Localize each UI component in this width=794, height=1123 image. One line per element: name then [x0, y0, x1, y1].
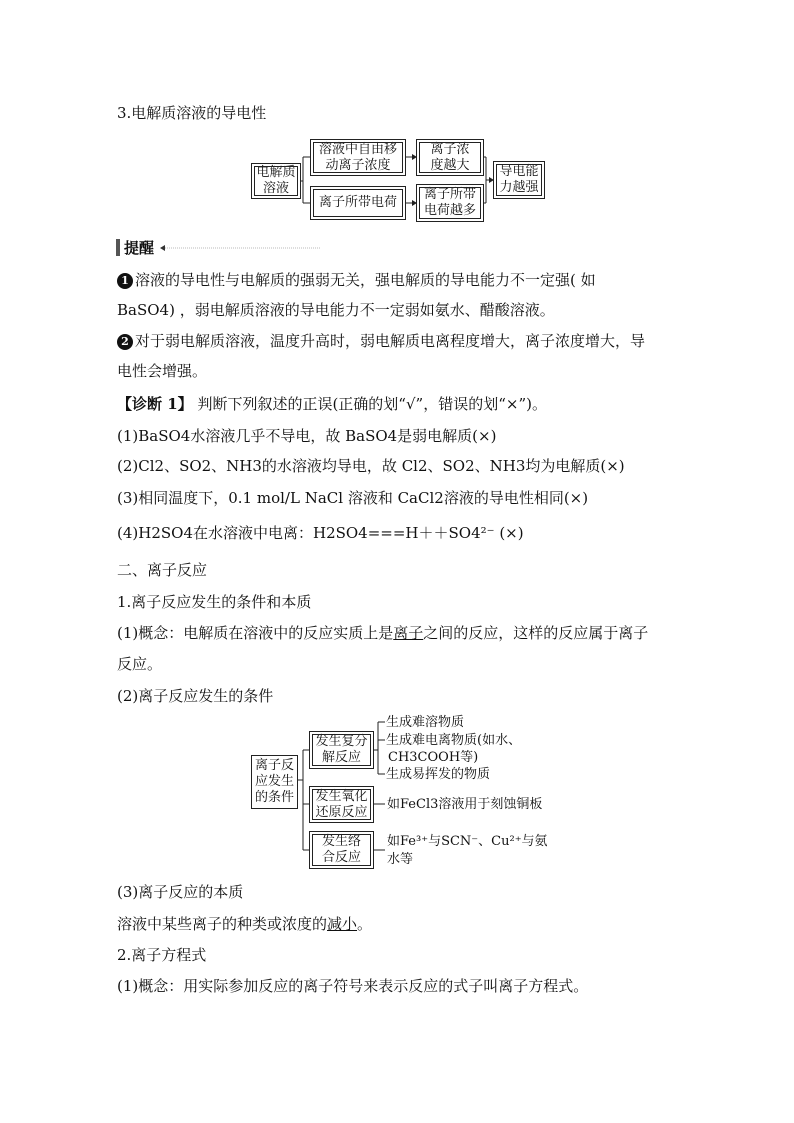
diagnosis-q3: (3)相同温度下，0.1 mol/L NaCl 溶液和 CaCl2溶液的导电性相同(×)	[117, 489, 589, 507]
diagnosis-q1: (1)BaSO4水溶液几乎不导电，故 BaSO4是弱电解质(×)	[117, 427, 497, 445]
leaf-complex-example: 如Fe³⁺与SCN⁻、Cu²⁺与氨	[387, 834, 548, 849]
leaf-volatile: 生成易挥发的物质	[386, 767, 491, 782]
diagnosis-prompt: 【诊断 1】 判断下列叙述的正误(正确的划“√”，错误的划“×”)。	[117, 395, 547, 413]
tip-title: 提醒	[124, 239, 155, 257]
more-charge-box: 离子所带 电荷越多	[416, 184, 484, 222]
tip-item-2: 2 对于弱电解质溶液，温度升高时，弱电解质电离程度增大，离子浓度增大，导	[117, 331, 645, 351]
section-heading: 3.电解质溶液的导电性	[117, 104, 267, 122]
complexation-box: 发生络 合反应	[309, 831, 374, 869]
ion-charge-box: 离子所带电荷	[310, 186, 406, 220]
leaf-redox-example: 如FeCl3溶液用于刻蚀铜板	[387, 797, 543, 812]
diagnosis-label: 【诊断 1】	[117, 395, 193, 413]
tip-item-1: 1 溶液的导电性与电解质的强弱无关，强电解质的导电能力不一定强( 如	[117, 270, 596, 290]
circled-number-2: 2	[117, 334, 133, 350]
ion-concentration-box: 溶液中自由移 动离子浓度	[310, 139, 406, 176]
redox-box: 发生氧化 还原反应	[309, 786, 374, 823]
leaf-weak-electrolyte-cont: CH3COOH等)	[388, 750, 479, 765]
tip-item-1-cont: BaSO4) ，弱电解质溶液的导电能力不一定弱如氨水、醋酸溶液。	[117, 301, 555, 319]
nature-heading: (3)离子反应的本质	[117, 883, 244, 901]
electrolyte-solution-box: 电解质 溶液	[251, 163, 301, 199]
blank-answer-decrease: 减小	[327, 915, 358, 933]
diagnosis-q4: (4)H2SO4在水溶液中电离：H2SO4===H＋＋SO4²⁻ (×)	[117, 524, 524, 542]
tip-item-2-cont: 电性会增强。	[117, 362, 208, 380]
conditions-heading: (2)离子反应发生的条件	[117, 687, 274, 705]
equation-concept: (1)概念：用实际参加反应的离子符号来表示反应的式子叫离子方程式。	[117, 977, 589, 995]
sub-heading-1: 1.离子反应发生的条件和本质	[117, 593, 312, 611]
nature-line: 溶液中某些离子的种类或浓度的减小。	[117, 915, 373, 933]
concept-line-cont: 反应。	[117, 655, 163, 673]
double-decomposition-box: 发生复分 解反应	[309, 731, 374, 769]
stronger-conductivity-box: 导电能 力越强	[493, 161, 545, 199]
leaf-complex-example-cont: 水等	[387, 852, 414, 867]
circled-number-1: 1	[117, 273, 133, 289]
sub-heading-2: 2.离子方程式	[117, 946, 207, 964]
diagnosis-q2: (2)Cl2、SO2、NH3的水溶液均导电，故 Cl2、SO2、NH3均为电解质(×)	[117, 457, 625, 475]
tree-root-box: 离子反 应发生 的条件	[251, 755, 298, 809]
blank-answer-ion: 离子	[393, 624, 424, 642]
leaf-weak-electrolyte: 生成难电离物质(如水、	[386, 733, 522, 748]
higher-concentration-box: 离子浓 度越大	[416, 139, 484, 176]
section-heading-ion: 二、离子反应	[117, 561, 208, 579]
leaf-insoluble: 生成难溶物质	[386, 715, 465, 730]
concept-line: (1)概念：电解质在溶液中的反应实质上是离子之间的反应，这样的反应属于离子	[117, 624, 649, 642]
